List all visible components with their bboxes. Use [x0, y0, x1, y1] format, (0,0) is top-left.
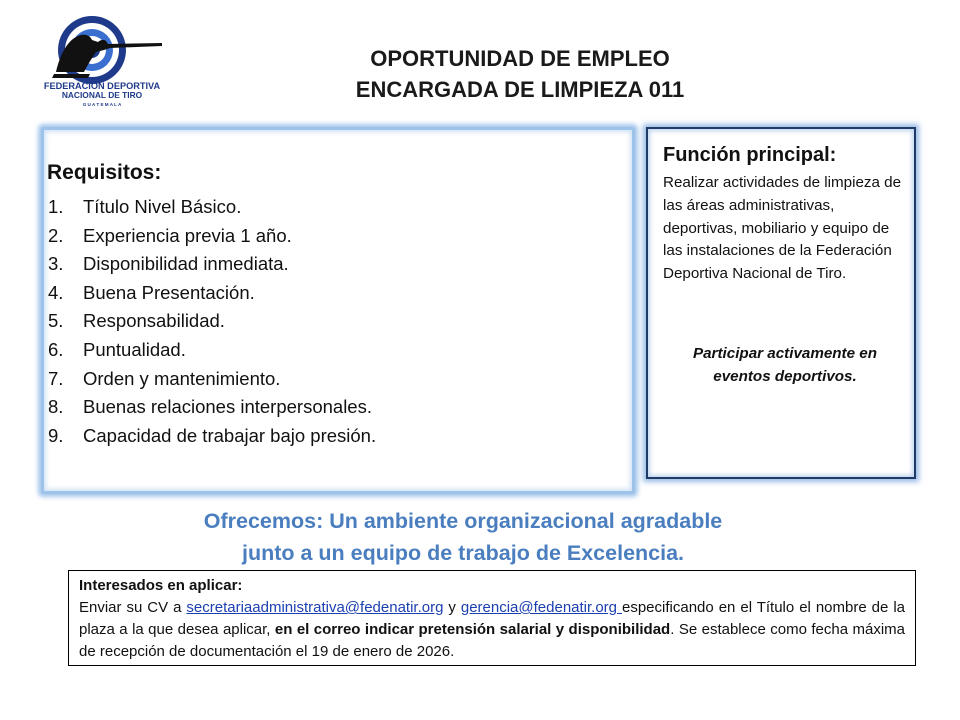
svg-text:G U A T E M A L A: G U A T E M A L A [82, 102, 122, 107]
federation-logo [34, 10, 170, 110]
title-line-2: ENCARGADA DE LIMPIEZA 011 [355, 77, 685, 102]
svg-text:FEDERACIÓN DEPORTIVA: FEDERACIÓN DEPORTIVA [43, 81, 161, 91]
svg-text:NACIONAL DE TIRO: NACIONAL DE TIRO [61, 90, 143, 100]
function-description: Realizar actividades de limpieza de las áreas administrativas, deportivas, mobiliario y equipo de las instalaciones de la Federación Deportiva Nacional de Tiro. [663, 174, 902, 283]
requirements-list [48, 193, 376, 450]
requirements-heading: Requisitos: [47, 161, 162, 184]
apply-text: Enviar su CV a secretariaadministrativa@fedenatir.org y gerencia@fedenatir.org especificando en el Título el nombre de la plaza a la que desea aplicar, en el correo indicar pretensión salarial y disponibilidad. Se establece como fecha máxima de recepción de documentación el 19 de enero de 2026. [79, 599, 905, 660]
list-item: 3. Disponibilidad inmediata. [48, 253, 289, 275]
offer-line-1: Ofrecemos: Un ambiente organizacional agradable [203, 509, 723, 533]
list-item: 9. Capacidad de trabajar bajo presión. [48, 424, 377, 446]
page-title [300, 43, 740, 105]
function-heading: Función principal: [663, 144, 837, 166]
list-item: 2. Experiencia previa 1 año. [48, 224, 292, 246]
email-link-gerencia[interactable]: gerencia@fedenatir.org [460, 599, 622, 616]
offer-line-2: junto a un equipo de trabajo de Excelencia. [241, 541, 685, 565]
offer-text [160, 505, 766, 569]
list-item: 6. Puntualidad. [48, 338, 186, 360]
apply-requirement-bold: en el correo indicar pretensión salarial y disponibilidad [274, 621, 671, 638]
title-line-1: OPORTUNIDAD DE EMPLEO [370, 46, 670, 71]
list-item: 1. Título Nivel Básico. [48, 196, 242, 217]
list-item: 8. Buenas relaciones interpersonales. [48, 396, 372, 418]
list-item: 4. Buena Presentación. [48, 281, 255, 303]
email-link-secretaria[interactable]: secretariaadministrativa@fedenatir.org [186, 599, 444, 616]
apply-instructions-box [68, 570, 916, 666]
list-item: 7. Orden y mantenimiento. [48, 367, 281, 389]
function-emphasis: Participar activamente en eventos deportivos. [692, 345, 878, 385]
shooter-logo-icon [34, 10, 170, 110]
apply-label: Interesados en aplicar: [79, 577, 243, 594]
list-item: 5. Responsabilidad. [48, 310, 225, 332]
